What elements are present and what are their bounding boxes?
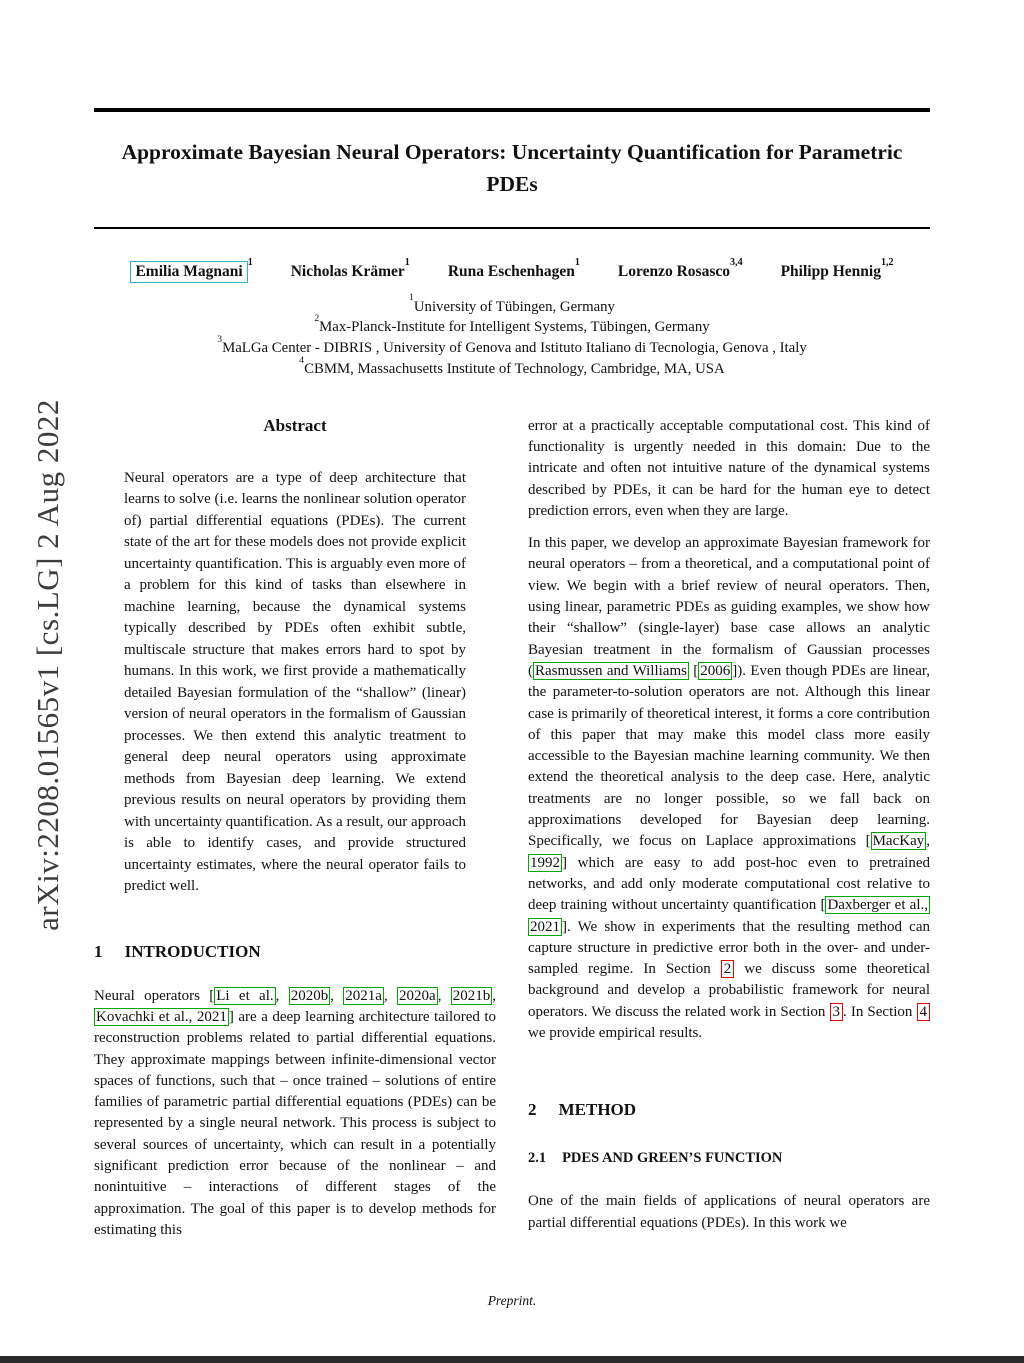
author-affil-sup: 1,2 xyxy=(880,256,894,268)
citation-link[interactable]: Li et al. xyxy=(216,987,274,1004)
section-number: 1 xyxy=(94,941,103,961)
affiliation-line xyxy=(94,354,930,380)
citation-link[interactable]: 2020b xyxy=(290,987,329,1004)
abstract-block xyxy=(94,416,496,898)
section-number: 2 xyxy=(528,1100,537,1120)
citation-link[interactable]: MacKay xyxy=(872,833,925,850)
affiliation-text: CBMM, Massachusetts Institute of Technology, Cambridge, MA, USA xyxy=(304,360,725,377)
author-name: Lorenzo Rosasco xyxy=(617,262,731,280)
section-ref-link[interactable]: 3 xyxy=(830,1003,844,1021)
title-rule-bottom xyxy=(94,227,930,229)
citation-link[interactable]: 1992 xyxy=(530,854,560,871)
author xyxy=(290,256,410,281)
body-paragraph: error at a practically acceptable computational cost. This kind of functionality is urgently needed in this domain: Due to the intricate and often not intuitive nature of the dynamical systems described by PDEs, it can be hard for the human eye to detect prediction errors, even when they are large. xyxy=(528,417,930,519)
citation-link[interactable]: 2021b xyxy=(452,987,491,1004)
affiliation-sup: 2 xyxy=(314,313,320,325)
affiliation-line xyxy=(94,333,930,359)
citation-link[interactable]: Kovachki et al., 2021 xyxy=(96,1008,227,1025)
left-column xyxy=(94,416,496,1253)
title-rule-top xyxy=(94,108,930,112)
paper-content xyxy=(94,0,930,1252)
subsection-title: PDES AND GREEN’S FUNCTION xyxy=(562,1150,783,1167)
introduction-paragraph xyxy=(94,986,496,1242)
text-segment: , xyxy=(492,987,497,1004)
text-segment: ]). Even though PDEs are linear, the parameter-to-solution operators are not. Although this linear case is primarily of theoretical interest, it forms a core contribution of this paper that may make this model class more easily accessible to the Bayesian machine learning community. We then extend the theoretical analysis to the deep case. Here, analytic treatments are no longer possible, so we fall back on approximations developed for Bayesian deep learning. Specifically, we focus on Laplace approximations [ xyxy=(528,662,930,850)
author-affil-sup: 1 xyxy=(247,256,253,268)
author-name: Runa Eschenhagen xyxy=(447,262,575,280)
preprint-footer: Preprint. xyxy=(487,1293,537,1308)
paper-title: Approximate Bayesian Neural Operators: Uncertainty Quantification for Parametric PDEs xyxy=(121,140,903,197)
text-segment: , xyxy=(275,987,289,1004)
text-segment: , xyxy=(383,987,398,1004)
text-segment: , xyxy=(330,987,344,1004)
citation-link[interactable]: 2006 xyxy=(700,662,731,679)
text-segment: we provide empirical results. xyxy=(528,1025,703,1041)
author-name: Philipp Hennig xyxy=(780,262,881,280)
author xyxy=(447,256,580,281)
right-column xyxy=(528,416,930,1253)
affiliation-sup: 1 xyxy=(409,292,414,304)
text-segment: we discuss some theoretical background and develop a probabilistic framework for neural operators. We discuss the related work in Section xyxy=(528,961,930,1020)
author-name-link[interactable]: Emilia Magnani xyxy=(130,261,247,283)
author xyxy=(130,256,253,281)
section-ref-link[interactable]: 2 xyxy=(721,960,735,978)
affiliation-text: MaLGa Center - DIBRIS , University of Genova and Istituto Italiano di Tecnologia, Genova , Italy xyxy=(222,340,807,357)
author xyxy=(617,256,743,281)
body-paragraph: One of the main fields of applications of neural operators are partial differential equations (PDEs). In this work we xyxy=(528,1193,930,1231)
affiliation-sup: 4 xyxy=(299,354,305,366)
subsection-number: 2.1 xyxy=(528,1150,547,1167)
text-segment: . In Section xyxy=(843,1003,917,1020)
text-segment: [ xyxy=(688,662,699,679)
author-affil-sup: 3,4 xyxy=(730,256,743,268)
affiliation-line xyxy=(94,292,930,318)
abstract-heading: Abstract xyxy=(263,415,327,435)
author-affil-sup: 1 xyxy=(574,256,580,268)
text-segment: ]. We show in experiments that the resulting method can capture structure in predictive error both in the over- and under-sampled regime. In Section xyxy=(528,918,930,978)
affiliation-sup: 3 xyxy=(217,333,223,345)
author-affil-sup: 1 xyxy=(404,256,410,268)
affiliation-list xyxy=(94,292,930,380)
citation-link[interactable]: Daxberger et al., 2021 xyxy=(530,897,928,935)
text-segment: , xyxy=(437,987,451,1004)
section-ref-link[interactable]: 4 xyxy=(917,1003,931,1021)
section-title: METHOD xyxy=(558,1100,637,1120)
author-name: Nicholas Krämer xyxy=(290,262,405,280)
section-heading-method xyxy=(528,1100,930,1120)
section-title: INTRODUCTION xyxy=(124,941,261,961)
page-bottom-edge xyxy=(0,1356,1024,1363)
text-segment: In this paper, we develop an approximate Bayesian framework for neural operators – from a theoretical, and a computational point of view. We begin with a brief review of neural operators. Then, using linear, parametric PDEs as guiding examples, we show how their “shallow” (single-layer) base case allows an analytic Bayesian treatment in the formalism of Gaussian processes ( xyxy=(528,535,930,679)
arxiv-watermark: arXiv:2208.01565v1 [cs.LG] 2 Aug 2022 xyxy=(30,399,65,931)
text-segment: ] are a deep learning architecture tailored to reconstruction problems related to partial differential equations. They approximate mappings between infinite-dimensional vector spaces of functions, such that – once trained – solutions of entire families of parametric partial differential equations (PDEs) can be represented by a single neural network. This process is subject to several sources of uncertainty, which can result in a potentially significant prediction error because of the nonlinear – and nonintuitive – interactions of different stages of the approximation. The goal of this paper is to develop methods for estimating this xyxy=(94,1008,496,1238)
author xyxy=(780,256,894,281)
text-segment: ] which are easy to add post-hoc even to pretrained networks, and add only moderate computational cost relative to deep training without uncertainty quantification [ xyxy=(528,854,930,914)
author-list xyxy=(94,256,930,281)
affiliation-text: University of Tübingen, Germany xyxy=(413,298,615,315)
citation-link[interactable]: 2020a xyxy=(399,987,436,1004)
section-heading-introduction xyxy=(94,942,496,962)
subsection-heading-pdes-greens-function xyxy=(528,1150,930,1167)
text-segment: , xyxy=(926,833,930,850)
affiliation-text: Max-Planck-Institute for Intelligent Systems, Tübingen, Germany xyxy=(319,319,710,336)
two-column-body xyxy=(94,416,930,1253)
citation-link[interactable]: Rasmussen and Williams xyxy=(535,662,687,679)
text-segment: Neural operators [ xyxy=(94,987,215,1004)
citation-link[interactable]: 2021a xyxy=(345,987,382,1004)
abstract-text: Neural operators are a type of deep architecture that learns to solve (i.e. learns the nonlinear solution operator of) partial differential equations (PDEs). The current state of the art for these models does not provide explicit uncertainty quantification. This is arguably even more of a problem for this kind of tasks than elsewhere in machine learning, because the dynamical systems typically described by PDEs often exhibit subtle, multiscale structure that makes errors hard to spot by humans. In this work, we first provide a mathematically detailed Bayesian formulation of the “shallow” (linear) version of neural operators in the formalism of Gaussian processes. We then extend this analytic treatment to general deep neural operators using approximate methods from Bayesian deep learning. We extend previous results on neural operators by providing them with uncertainty quantification. As a result, our approach is able to identify cases, and provide structured uncertainty estimates, where the neural operator fails to predict well. xyxy=(124,469,466,895)
body-paragraph xyxy=(528,533,930,1044)
